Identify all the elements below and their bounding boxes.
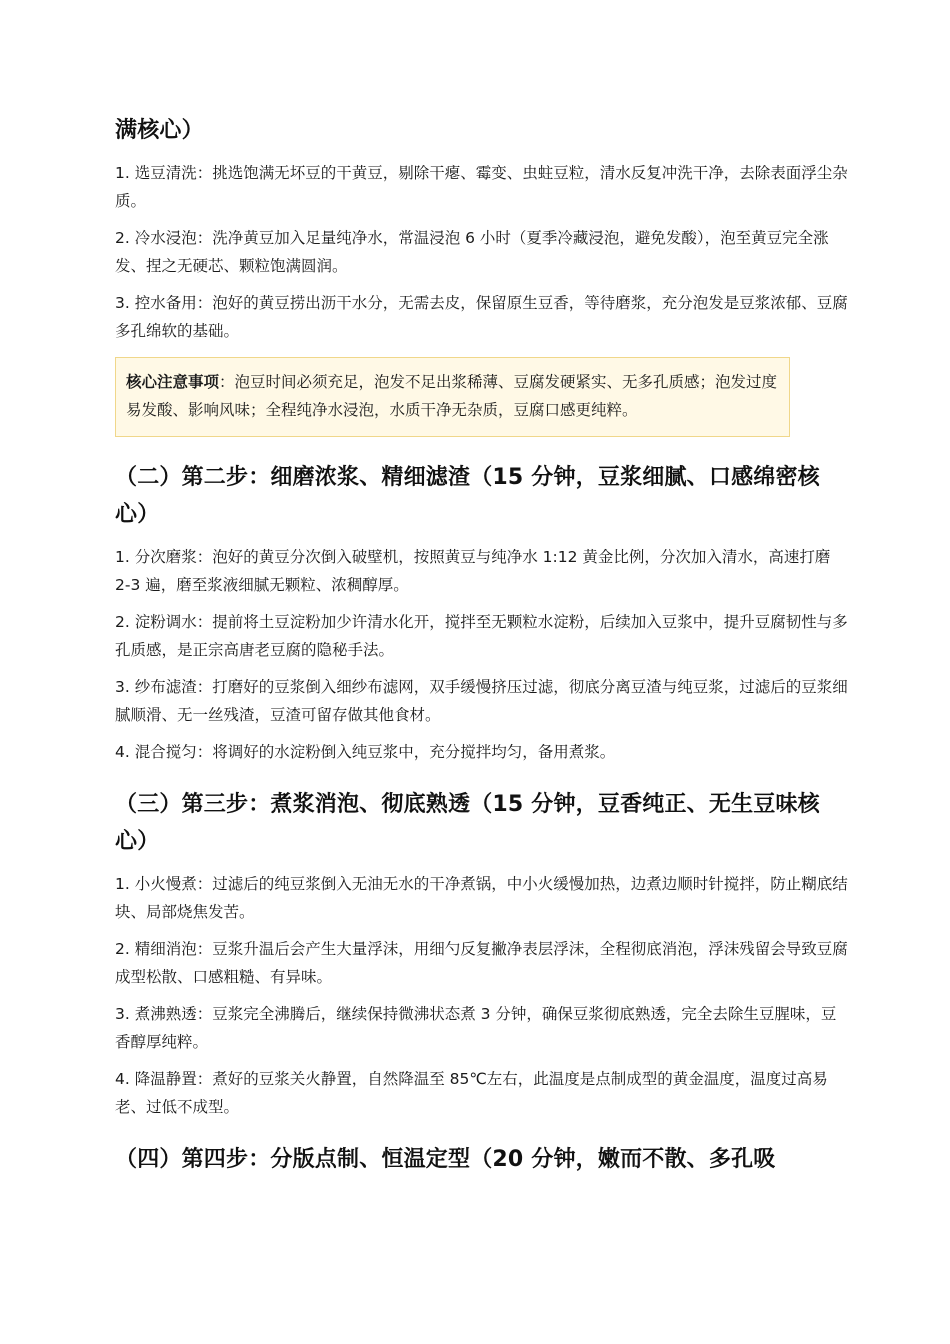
s2-step-4: 4. 混合搅匀：将调好的水淀粉倒入纯豆浆中，充分搅拌均匀，备用煮浆。 bbox=[115, 743, 616, 761]
s3-step-2: 2. 精细消泡：豆浆升温后会产生大量浮沫，用细勺反复撇净表层浮沫，全程彻底消泡，浮沫残留会导致豆腐成型松散、口感粗糙、有异味。 bbox=[115, 940, 848, 986]
s3-step-4: 4. 降温静置：煮好的豆浆关火静置，自然降温至 85℃左右，此温度是点制成型的黄金温度，温度过高易老、过低不成型。 bbox=[115, 1070, 828, 1116]
s2-step-2: 2. 淀粉调水：提前将土豆淀粉加少许清水化开，搅拌至无颗粒水淀粉，后续加入豆浆中，提升豆腐韧性与多孔质感，是正宗高唐老豆腐的隐秘手法。 bbox=[115, 613, 848, 659]
s1-step-3: 3. 控水备用：泡好的黄豆捞出沥干水分，无需去皮，保留原生豆香，等待磨浆，充分泡发是豆浆浓郁、豆腐多孔绵软的基础。 bbox=[115, 294, 848, 340]
s1-step-2: 2. 冷水浸泡：洗净黄豆加入足量纯净水，常温浸泡 6 小时（夏季冷藏浸泡，避免发酸），泡至黄豆完全涨发、捏之无硬芯、颗粒饱满圆润。 bbox=[115, 229, 829, 275]
section-2-title: （二）第二步：细磨浓浆、精细滤渣（15 分钟，豆浆细腻、口感绵密核心） bbox=[115, 465, 820, 527]
s2-step-3: 3. 纱布滤渣：打磨好的豆浆倒入细纱布滤网，双手缓慢挤压过滤，彻底分离豆渣与纯豆浆，过滤后的豆浆细腻顺滑、无一丝残渣，豆渣可留存做其他食材。 bbox=[115, 678, 848, 724]
s3-step-1: 1. 小火慢煮：过滤后的纯豆浆倒入无油无水的干净煮锅，中小火缓慢加热，边煮边顺时针搅拌，防止糊底结块、局部烧焦发苦。 bbox=[115, 875, 848, 921]
note-text: ：泡豆时间必须充足，泡发不足出浆稀薄、豆腐发硬紧实、无多孔质感；泡发过度易发酸、影响风味；全程纯净水浸泡，水质干净无杂质，豆腐口感更纯粹。 bbox=[126, 373, 778, 419]
note-label: 核心注意事项 bbox=[126, 373, 220, 391]
s2-step-1: 1. 分次磨浆：泡好的黄豆分次倒入破壁机，按照黄豆与纯净水 1:12 黄金比例，分次加入清水，高速打磨 2-3 遍，磨至浆液细腻无颗粒、浓稠醇厚。 bbox=[115, 548, 831, 594]
section-4-title: （四）第四步：分版点制、恒温定型（20 分钟，嫩而不散、多孔吸 bbox=[115, 1147, 776, 1172]
section-3-title: （三）第三步：煮浆消泡、彻底熟透（15 分钟，豆香纯正、无生豆味核心） bbox=[115, 792, 820, 854]
core-note-box bbox=[115, 357, 790, 437]
section-1-title-continued: 满核心） bbox=[115, 118, 204, 143]
s1-step-1: 1. 选豆清洗：挑选饱满无坏豆的干黄豆，剔除干瘪、霉变、虫蛀豆粒，清水反复冲洗干净，去除表面浮尘杂质。 bbox=[115, 164, 848, 210]
s3-step-3: 3. 煮沸熟透：豆浆完全沸腾后，继续保持微沸状态煮 3 分钟，确保豆浆彻底熟透，完全去除生豆腥味，豆香醇厚纯粹。 bbox=[115, 1005, 837, 1051]
